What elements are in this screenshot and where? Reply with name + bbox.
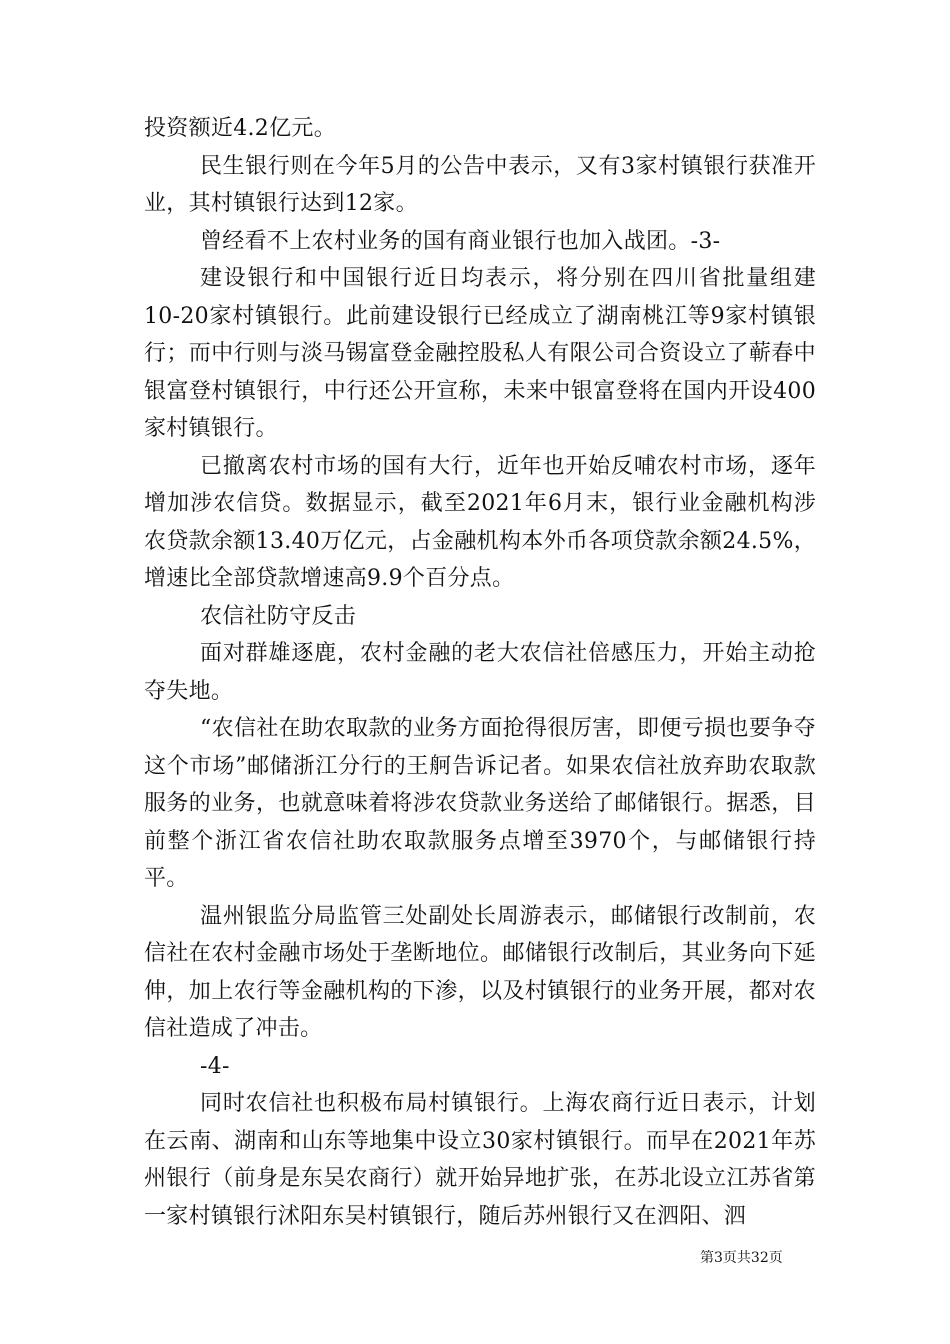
paragraph-9: 温州银监分局监管三处副处长周游表示，邮储银行改制前，农信社在农村金融市场处于垄断地位。邮储银行改制后，其业务向下延伸，加上农行等金融机构的下渗，以及村镇银行的业务开展，都对农信社造成了冲击。 xyxy=(144,903,816,1041)
paragraph-2: 民生银行则在今年5月的公告中表示，又有3家村镇银行获准开业，其村镇银行达到12家。 xyxy=(144,153,816,216)
paragraph-1: 投资额近4.2亿元。 xyxy=(144,116,336,141)
paragraph-7: 面对群雄逐鹿，农村金融的老大农信社倍感压力，开始主动抢夺失地。 xyxy=(144,641,816,704)
paragraph-11: 同时农信社也积极布局村镇银行。上海农商行近日表示，计划在云南、湖南和山东等地集中设立30家村镇银行。而早在2021年苏州银行（前身是东吴农商行）就开始异地扩张，在苏北设立江苏省第一家村镇银行沭阳东吴村镇银行，随后苏州银行又在泗阳、泗 xyxy=(144,1091,816,1229)
paragraph-4: 建设银行和中国银行近日均表示，将分别在四川省批量组建10-20家村镇银行。此前建设银行已经成立了湖南桃江等9家村镇银行；而中行则与淡马锡富登金融控股私人有限公司合资设立了蕲春中银富登村镇银行，中行还公开宣称，未来中银富登将在国内开设400家村镇银行。 xyxy=(144,266,816,441)
document-body xyxy=(144,110,816,1235)
paragraph-8: “农信社在助农取款的业务方面抢得很厉害，即便亏损也要争夺这个市场”邮储浙江分行的王舸告诉记者。如果农信社放弃助农取款服务的业务，也就意味着将涉农贷款业务送给了邮储银行。据悉，目前整个浙江省农信社助农取款服务点增至3970个，与邮储银行持平。 xyxy=(144,716,816,891)
section-heading: 农信社防守反击 xyxy=(200,603,357,629)
paragraph-5: 已撤离农村市场的国有大行，近年也开始反哺农村市场，逐年增加涉农信贷。数据显示，截至2021年6月末，银行业金融机构涉农贷款余额13.40万亿元，占金融机构本外币各项贷款余额24.5%，增速比全部贷款增速高9.9个百分点。 xyxy=(144,453,816,591)
page-footer: 第3页共32页 xyxy=(700,1250,783,1266)
paragraph-3: 曾经看不上农村业务的国有商业银行也加入战团。-3- xyxy=(200,228,721,254)
page-marker: -4- xyxy=(200,1053,230,1079)
